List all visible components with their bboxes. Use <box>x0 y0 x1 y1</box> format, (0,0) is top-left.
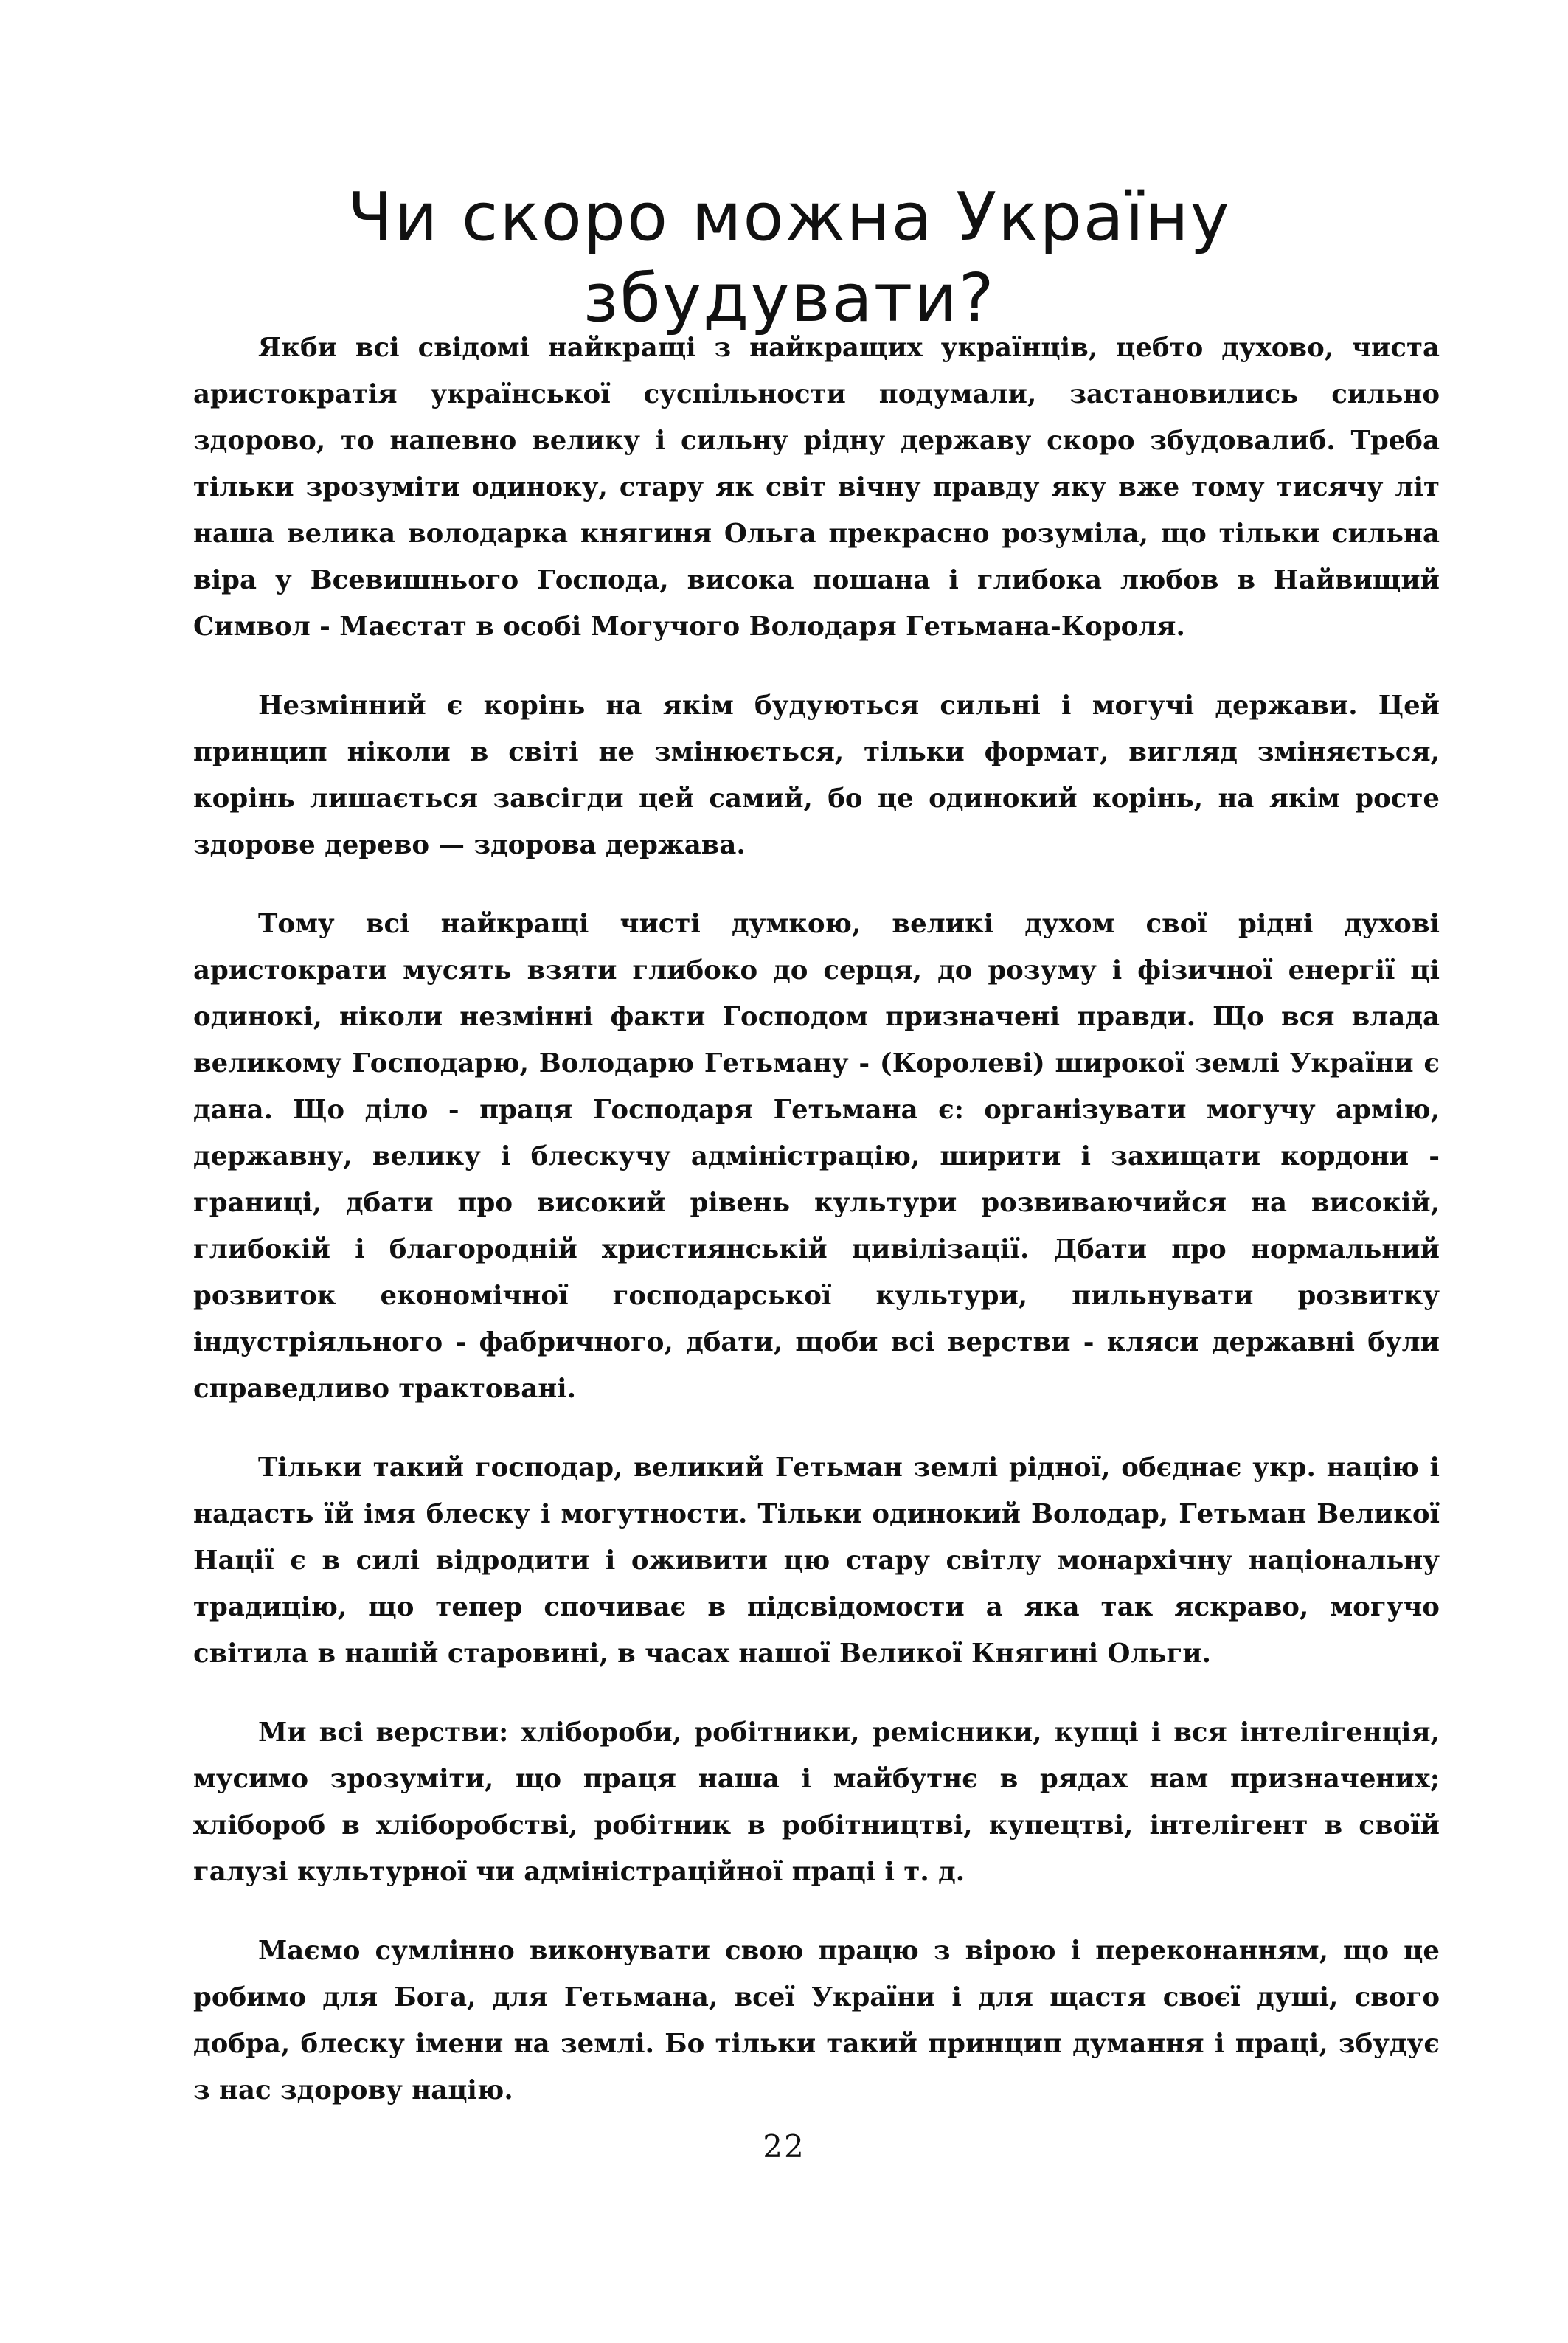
paragraph-1: Якби всі свідомі найкращі з найкращих українців, цебто духово, чиста аристократія української суспільности подумали, застановились сильно здорово, то напевно велику і сильну рідну державу скоро збудовалиб. Треба тільки зрозуміти одиноку, стару як світ вічну правду яку вже тому тисячу літ наша велика володарка княгиня Ольга прекрасно розуміла, що тільки сильна віра у Всевишнього Господа, висока пошана і глибока любов в Найвищий Символ - Маєстат в особі Могучого Володаря Гетьмана-Короля. <box>193 333 1440 642</box>
paragraph-5: Ми всі верстви: хлібороби, робітники, ремісники, купці і вся інтелігенція, мусимо зрозуміти, що праця наша і майбутнє в рядах нам призначених; хлібороб в хліборобстві, робітник в робітництві, купецтві, інтелігент в своїй галузі культурної чи адміністраційної праці і т. д. <box>193 1717 1440 1887</box>
paragraph-3: Тому всі найкращі чисті думкою, великі духом свої рідні духові аристократи мусять взяти глибоко до серця, до розуму і фізичної енергії ці одинокі, ніколи незмінні факти Господом призначені правди. Що вся влада великому Господарю, Володарю Гетьману - (Королеві) широкої землі України є дана. Що діло - праця Господаря Гетьмана є: організувати могучу армію, державну, велику і блескучу адміністрацію, ширити і захищати кордони - границі, дбати про високий рівень культури розвиваючийся на високій, глибокій і благородній християнській цивілізації. Дбати про нормальний розвиток економічної господарської культури, пильнувати розвитку індустріяльного - фабричного, дбати, щоби всі верстви - кляси державні були справедливо трактовані. <box>193 909 1440 1404</box>
page-number: 22 <box>763 2128 805 2164</box>
paragraph-2: Незмінний є корінь на якім будуються сильні і могучі держави. Цей принцип ніколи в світі не змінюється, тільки формат, вигляд зміняється, корінь лишається завсігди цей самий, бо це одинокий корінь, на якім росте здорове дерево — здорова держава. <box>193 691 1440 860</box>
article-body <box>193 325 1440 2146</box>
paragraph-4: Тільки такий господар, великий Гетьман землі рідної, обєднає укр. націю і надасть їй імя блеску і могутности. Тільки одинокий Володар, Гетьман Великої Нації є в силі відродити і оживити цю стару світлу монархічну національну традицію, що тепер спочиває в підсвідомости а яка так яскраво, могучо світила в нашій старовині, в часах нашої Великої Княгині Ольги. <box>193 1453 1440 1669</box>
page-title: Чи скоро можна Україну збудувати? <box>347 179 1231 337</box>
paragraph-6: Маємо сумлінно виконувати свою працю з вірою і переконанням, що це робимо для Бога, для Гетьмана, всеї України і для щастя своєї душі, свого добра, блеску імени на землі. Бо тільки такий принцип думання і праці, збудує з нас здорову націю. <box>193 1936 1440 2105</box>
